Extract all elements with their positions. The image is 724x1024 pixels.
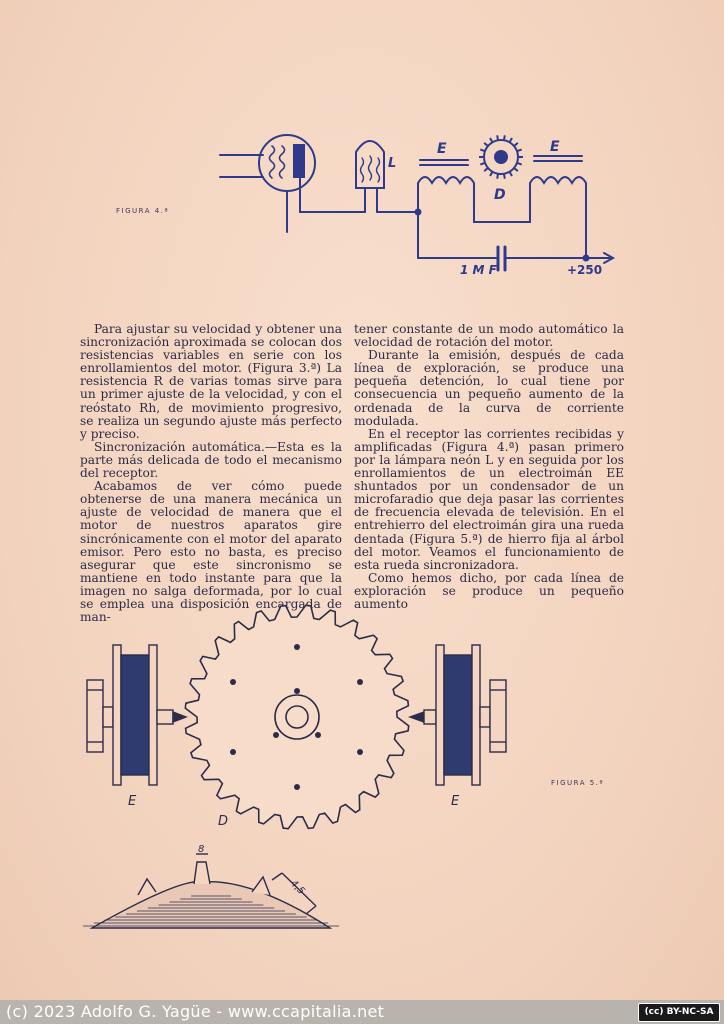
- text-column-left: [80, 323, 342, 624]
- paragraph: Acabamos de ver cómo puede obtenerse de una manera mecánica un ajuste de velocidad de manera que el motor de nuestros aparatos gire sincrónicamente con el motor del aparato emisor. Pero esto no basta, es preciso asegurar que este sincronismo se mantiene en todo instante para que la imagen no salga deformada, por lo cual se emplea una disposición encargada de man-: [80, 479, 342, 625]
- wheel-tooth: [497, 174, 498, 179]
- figure-4-coil-right-label: E: [550, 139, 560, 155]
- wheel-tooth: [504, 174, 505, 179]
- wheel-tooth: [514, 143, 518, 146]
- photocell-circle: [259, 135, 315, 191]
- figure-4-lamp-label: L: [388, 156, 397, 171]
- text-column-right: [354, 323, 624, 611]
- figure-4-capacitor-label: 1 M F: [460, 263, 497, 277]
- wheel-tooth: [514, 168, 518, 171]
- license-badge[interactable]: (cc) BY-NC-SA: [638, 1003, 720, 1022]
- wheel-tooth: [504, 135, 505, 140]
- wheel-tooth: [484, 168, 488, 171]
- wheel-tooth: [490, 172, 493, 176]
- credit-footer: [0, 1000, 724, 1024]
- figure-5-left-label: E: [128, 794, 137, 809]
- figure-4-caption: FIGURA 4.ª: [116, 207, 170, 215]
- figure-5-electromagnet-right: [410, 645, 506, 785]
- figure-5-right-label: E: [451, 794, 460, 809]
- paragraph: Durante la emisión, después de cada línea de exploración, se produce una pequeña detención, lo cual tiene por consecuencia un pequeño aumento de la ordenada de la curva de corriente modulada.: [354, 348, 624, 428]
- wheel-tooth: [517, 149, 522, 151]
- wheel-tooth: [480, 163, 485, 165]
- figure-5-wheel: [185, 605, 408, 828]
- wheel-tooth: [490, 138, 493, 142]
- paragraph: Sincronización automática.—Esta es la parte más delicada de todo el mecanismo del receptor.: [80, 439, 342, 481]
- wheel-tooth: [497, 135, 498, 140]
- wheel-tooth: [484, 143, 488, 146]
- copyright-credit: (c) 2023 Adolfo G. Yagüe - www.ccapitalia.net: [6, 1002, 385, 1021]
- wheel-tooth: [480, 149, 485, 151]
- figure-5-electromagnet-left: [87, 645, 186, 785]
- figure-4-circuit: [0, 0, 724, 300]
- wheel-tooth: [510, 138, 513, 142]
- paragraph: Para ajustar su velocidad y obtener una sincronización aproximada se colocan dos resistencias variables en serie con los enrollamientos del motor. (Figura 3.ª) La resistencia R de varias tomas sirve para un primer ajuste de la velocidad, y con el reóstato Rh, de movimiento progresivo, se realiza un segundo ajuste más perfecto y preciso.: [80, 322, 342, 441]
- paragraph: Como hemos dicho, por cada línea de exploración se produce un pequeño aumento: [354, 570, 624, 611]
- figure-4-wheel: [479, 135, 523, 178]
- wheel-tooth: [510, 172, 513, 176]
- wheel-tooth: [517, 163, 522, 165]
- paragraph: tener constante de un modo automático la velocidad de rotación del motor.: [354, 322, 624, 350]
- figure-5-mechanism: [0, 600, 724, 960]
- paragraph: En el receptor las corrientes recibidas y amplificadas (Figura 4.ª) pasan primero por la lámpara neón L y en seguida por los enrollamientos de un electroimán EE shuntados por un condensador de un microfaradio que deja pasar las corrientes de frecuencia elevada de televisión. En el entrehierro del electroimán gira una rueda dentada (Figura 5.ª) de hierro fija al árbol del motor. Veamos el funcionamiento de esta rueda sincronizadora.: [354, 426, 624, 572]
- figure-4-voltage-label: +250: [567, 263, 603, 277]
- figure-5-caption: FIGURA 5.ª: [551, 779, 605, 787]
- figure-4-wheel-label: D: [494, 187, 506, 203]
- figure-5-wheel-label: D: [218, 814, 229, 829]
- figure-5-dimension-label: 4,5: [287, 878, 307, 898]
- figure-5-detail-top-label: 8: [198, 844, 205, 855]
- figure-4-coil-left-label: E: [437, 141, 447, 157]
